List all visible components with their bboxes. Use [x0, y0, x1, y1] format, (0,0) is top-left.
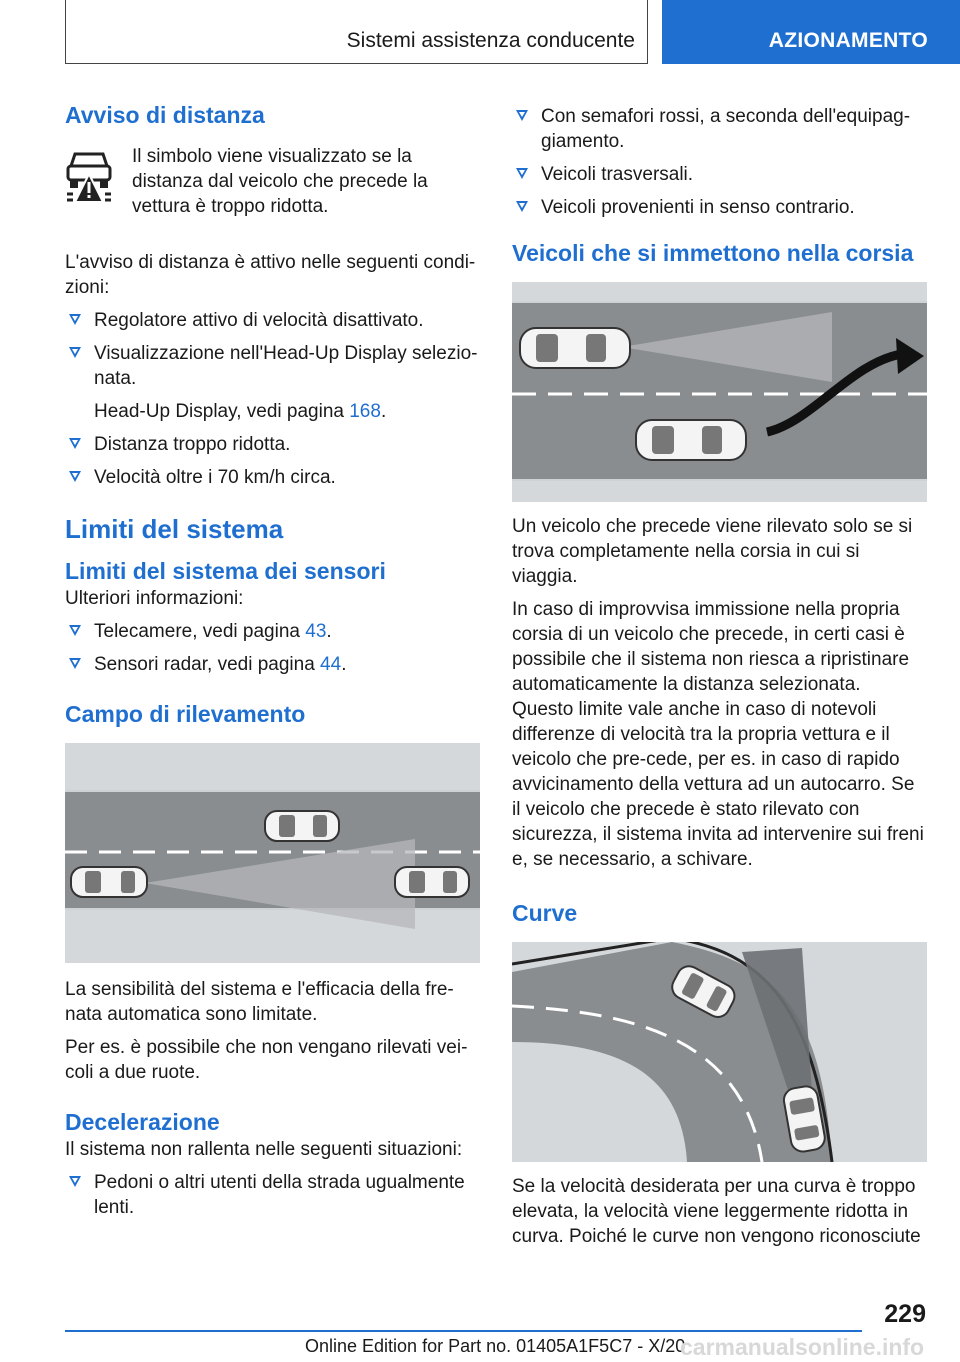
cut-in-illustration	[512, 282, 927, 502]
list-item: Sensori radar, vedi pagina 44.	[65, 652, 480, 677]
footer-edition: Online Edition for Part no. 01405A1F5C7 - X/20	[305, 1336, 686, 1356]
cut-in-figure	[512, 282, 927, 502]
curve-paragraph-1: Se la velocità desiderata per una curva è troppo elevata, la velocità viene leggermente ridotta in curva. Poiché le curve non vengono riconosciute	[512, 1176, 921, 1247]
car-top-icon	[71, 867, 147, 897]
list-item: Veicoli provenienti in senso contrario.	[512, 195, 927, 220]
bullet-triangle-icon	[69, 438, 81, 449]
car-top-icon	[395, 867, 469, 897]
header-chapter-tab[interactable]	[662, 0, 960, 64]
footer-divider	[65, 1330, 862, 1332]
campo-title: Campo di rilevamento	[65, 701, 306, 727]
detection-range-illustration	[65, 743, 480, 963]
limiti-title: Limiti del sistema	[65, 514, 284, 544]
immettono-paragraph-2: In caso di improvvisa immissione nella propria corsia di un veicolo che precede, in certi casi è possibile che il sistema non riesca a ripristinare automaticamente la distanza selezionata. Questo limite vale anche in caso di notevoli differenze di velocità tra la propria vettura e il veicolo che pre-cede, per es. in caso di rapido avvicinamento della vettura ad un autocarro. Se il veicolo che precede è stato rilevato con sicurezza, il sistema invita ad intervenire sui freni e, se necessario, a schivare.	[512, 599, 924, 870]
header-section-title: Sistemi assistenza conducente	[346, 29, 635, 52]
campo-paragraph-2: Per es. è possibile che non vengano rilevati vei-coli a due ruote.	[65, 1037, 468, 1083]
page-number: 229	[884, 1300, 926, 1328]
bullet-triangle-icon	[69, 314, 81, 325]
page-link-44[interactable]: 44	[320, 654, 342, 675]
decel-title: Decelerazione	[65, 1109, 220, 1135]
avviso-intro: L'avviso di distanza è attivo nelle seguenti condi-zioni:	[65, 252, 476, 298]
campo-paragraph-1: La sensibilità del sistema e l'efficacia della fre-nata automatica sono limitate.	[65, 979, 454, 1025]
curve-illustration	[512, 942, 927, 1162]
curve-figure	[512, 942, 927, 1162]
list-item: Velocità oltre i 70 km/h circa.	[65, 465, 480, 490]
immettono-title: Veicoli che si immettono nella corsia	[512, 240, 914, 266]
header-chapter-title: AZIONAMENTO	[768, 29, 928, 52]
avviso-icon-text: Il simbolo viene visualizzato se la distanza dal veicolo che precede la vettura è troppo ridotta.	[132, 146, 428, 217]
bullet-triangle-icon	[69, 347, 81, 358]
list-item: Pedoni o altri utenti della strada ugualmente lenti.	[65, 1170, 480, 1220]
bullet-triangle-icon	[516, 201, 528, 212]
bullet-triangle-icon	[516, 110, 528, 121]
car-top-icon	[520, 328, 630, 368]
watermark: carmanualsonline.info	[680, 1334, 925, 1360]
list-item: Regolatore attivo di velocità disattivato.	[65, 308, 480, 333]
bullet-triangle-icon	[69, 1176, 81, 1187]
list-item: Veicoli trasversali.	[512, 162, 927, 187]
detection-range-figure	[65, 743, 480, 963]
car-top-icon	[265, 811, 339, 841]
hud-reference: Head-Up Display, vedi pagina 168.	[94, 401, 387, 422]
car-top-icon	[636, 420, 746, 460]
bullet-triangle-icon	[516, 168, 528, 179]
list-item: Distanza troppo ridotta.	[65, 432, 480, 457]
left-column	[65, 100, 480, 1228]
bullet-triangle-icon	[69, 658, 81, 669]
list-item: Telecamere, vedi pagina 43.	[65, 619, 480, 644]
avviso-icon-block	[65, 144, 480, 244]
right-column	[512, 104, 927, 1257]
distance-warning-car-icon	[65, 148, 113, 208]
list-item: Visualizzazione nell'Head-Up Display selezio-nata.	[65, 341, 480, 391]
bullet-triangle-icon	[69, 471, 81, 482]
page-link-43[interactable]: 43	[305, 621, 327, 642]
ulteriori-label: Ulteriori informazioni:	[65, 588, 244, 609]
page-link-168[interactable]: 168	[349, 401, 381, 422]
avviso-title: Avviso di distanza	[65, 102, 265, 128]
list-item: Con semafori rossi, a seconda dell'equipag-giamento.	[512, 104, 927, 154]
sensori-title: Limiti del sistema dei sensori	[65, 558, 386, 584]
decel-intro: Il sistema non rallenta nelle seguenti situazioni:	[65, 1139, 463, 1160]
bullet-triangle-icon	[69, 625, 81, 636]
immettono-paragraph-1: Un veicolo che precede viene rilevato solo se si trova completamente nella corsia in cui si viaggia.	[512, 516, 913, 587]
header-section-box	[65, 0, 648, 64]
curve-title: Curve	[512, 900, 578, 926]
